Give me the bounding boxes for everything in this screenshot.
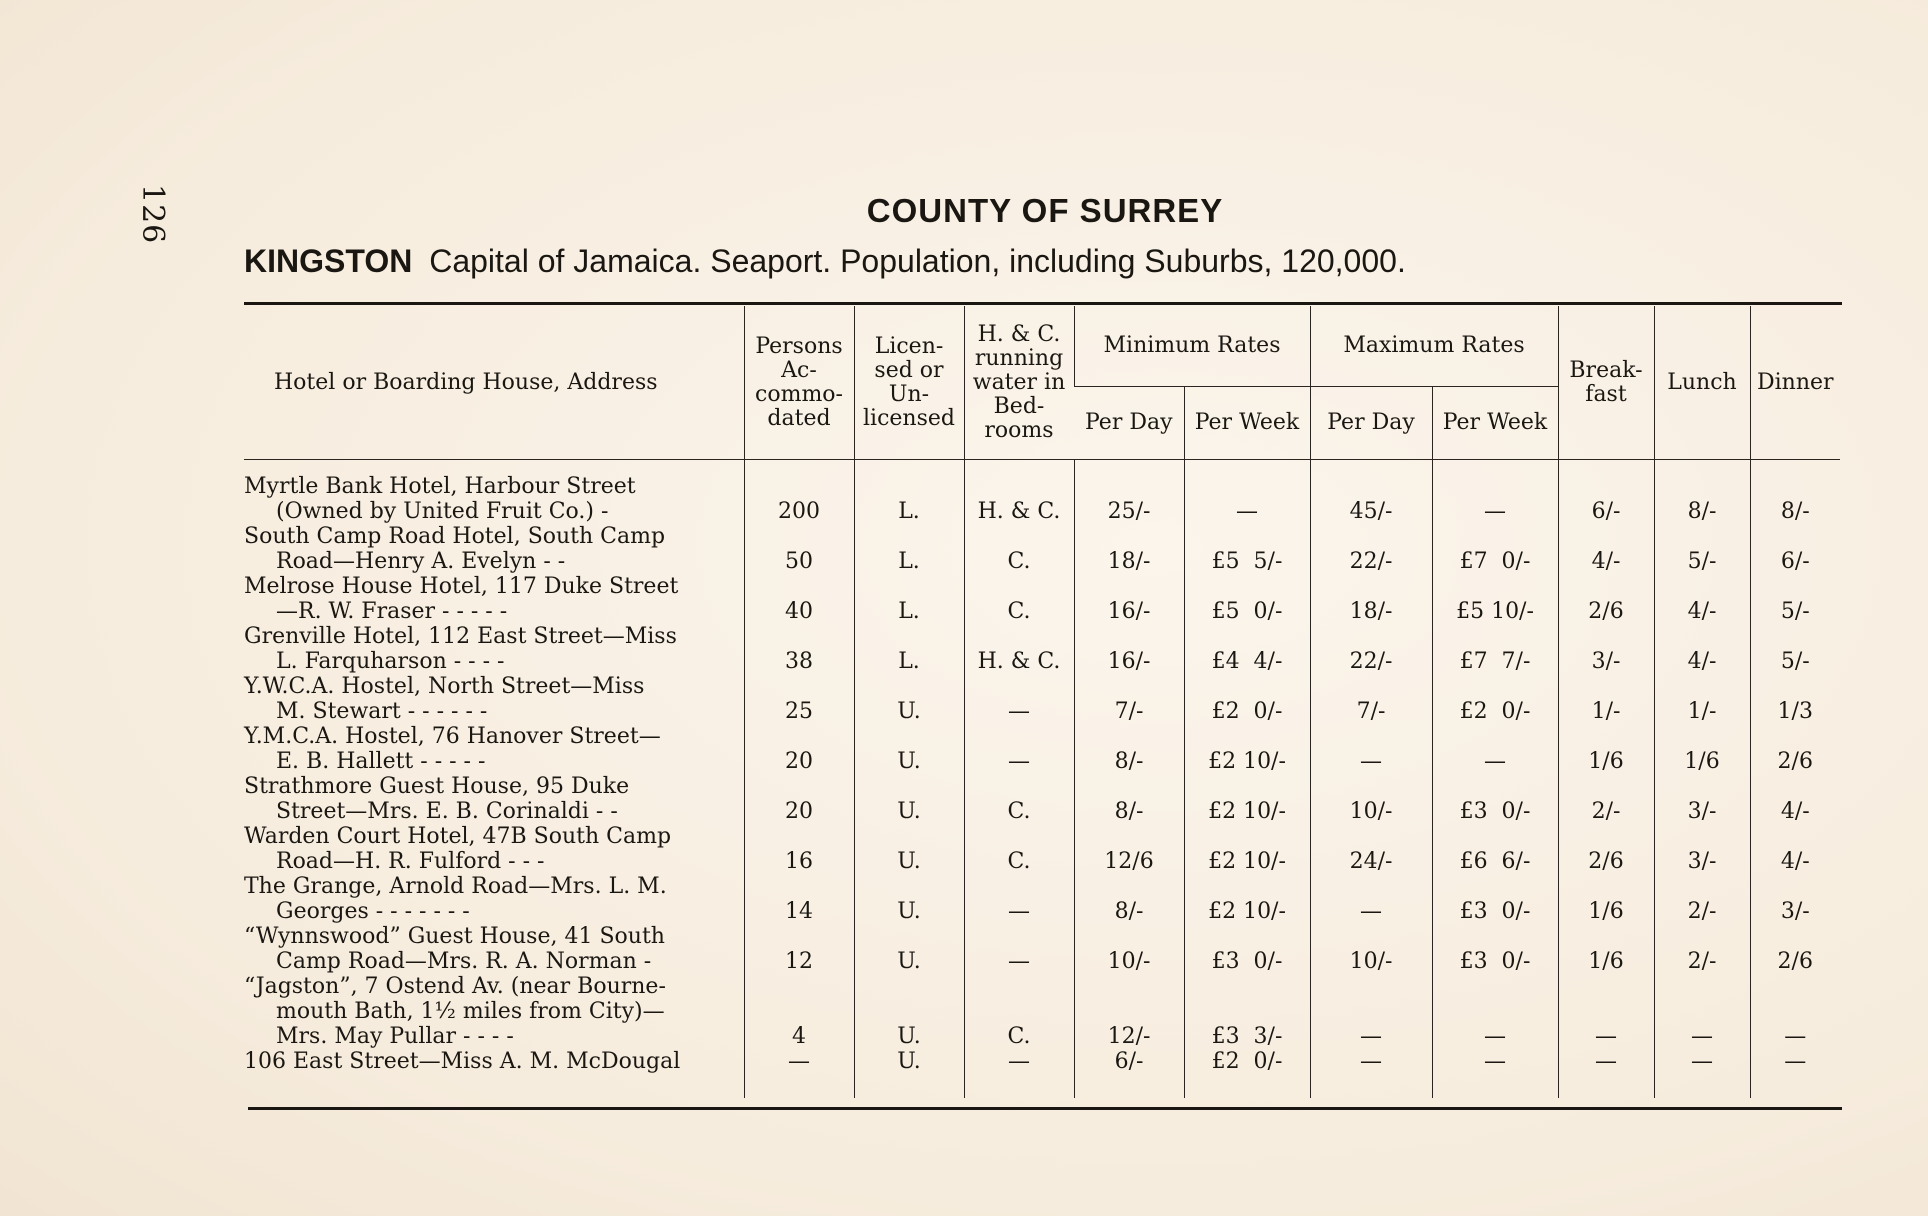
hotel-name-address [244, 524, 744, 574]
header-min-per-week: Per Week [1184, 387, 1310, 460]
hotel-name-line: (Owned by United Fruit Co.) - [276, 499, 609, 524]
cell-lunch: 2/- [1654, 924, 1750, 974]
cell-dinner: 4/- [1750, 824, 1840, 874]
hotel-name-line: Road—H. R. Fulford - - - [276, 849, 545, 874]
cell-min-per-week: £2 0/- [1184, 1049, 1310, 1098]
hotel-name-address [244, 824, 744, 874]
hotel-name-line: 106 East Street—Miss A. M. McDougal [244, 1049, 681, 1074]
hotel-name-line: Myrtle Bank Hotel, Harbour Street [244, 474, 636, 499]
table-row [244, 524, 1840, 574]
cell-licensed: U. [854, 724, 964, 774]
cell-lunch: 1/6 [1654, 724, 1750, 774]
table-row [244, 774, 1840, 824]
cell-max-per-day: 22/- [1310, 524, 1432, 574]
bottom-rule [248, 1107, 1842, 1110]
cell-persons: 50 [744, 524, 854, 574]
cell-lunch: 3/- [1654, 774, 1750, 824]
hotel-name-line: “Jagston”, 7 Ostend Av. (near Bourne- [244, 974, 666, 999]
header-minimum-rates: Minimum Rates [1074, 306, 1310, 387]
cell-max-per-week: £6 6/- [1432, 824, 1558, 874]
header-licensed: Licen- sed or Un- licensed [854, 306, 964, 460]
cell-max-per-week: £3 0/- [1432, 924, 1558, 974]
header-maximum-rates: Maximum Rates [1310, 306, 1558, 387]
cell-max-per-day: 22/- [1310, 624, 1432, 674]
cell-lunch: 4/- [1654, 574, 1750, 624]
header-lunch: Lunch [1654, 306, 1750, 460]
cell-dinner: 5/- [1750, 624, 1840, 674]
cell-dinner: 2/6 [1750, 924, 1840, 974]
table-row [244, 974, 1840, 1049]
cell-dinner: 5/- [1750, 574, 1840, 624]
cell-dinner: 3/- [1750, 874, 1840, 924]
cell-breakfast: — [1558, 1049, 1654, 1098]
cell-lunch: 5/- [1654, 524, 1750, 574]
hotel-name-address [244, 624, 744, 674]
cell-persons: 25 [744, 674, 854, 724]
cell-hot-cold-water: C. [964, 824, 1074, 874]
cell-min-per-day: 16/- [1074, 624, 1184, 674]
table-row [244, 624, 1840, 674]
cell-hot-cold-water: — [964, 924, 1074, 974]
cell-min-per-day: 25/- [1074, 460, 1184, 525]
cell-lunch: — [1654, 1049, 1750, 1098]
cell-breakfast: 2/6 [1558, 574, 1654, 624]
cell-max-per-week: — [1432, 724, 1558, 774]
cell-licensed: U. [854, 824, 964, 874]
table-row [244, 574, 1840, 624]
cell-max-per-week: £2 0/- [1432, 674, 1558, 724]
cell-max-per-day: 7/- [1310, 674, 1432, 724]
hotel-name-line: Melrose House Hotel, 117 Duke Street [244, 574, 679, 599]
cell-max-per-day: — [1310, 724, 1432, 774]
hotel-name-line: M. Stewart - - - - - - [276, 699, 488, 724]
cell-hot-cold-water: — [964, 724, 1074, 774]
cell-max-per-day: 24/- [1310, 824, 1432, 874]
cell-hot-cold-water: C. [964, 524, 1074, 574]
table-row [244, 674, 1840, 724]
hotel-name-line: —R. W. Fraser - - - - - [276, 599, 508, 624]
cell-hot-cold-water: — [964, 874, 1074, 924]
cell-licensed: L. [854, 574, 964, 624]
cell-min-per-week: £2 10/- [1184, 824, 1310, 874]
header-hotel: Hotel or Boarding House, Address [244, 306, 744, 460]
hotel-name-address [244, 460, 744, 525]
cell-dinner: — [1750, 974, 1840, 1049]
cell-min-per-week: £5 5/- [1184, 524, 1310, 574]
table-row [244, 924, 1840, 974]
header-breakfast: Break- fast [1558, 306, 1654, 460]
cell-lunch: 4/- [1654, 624, 1750, 674]
cell-max-per-week: £3 0/- [1432, 874, 1558, 924]
cell-min-per-week: — [1184, 460, 1310, 525]
page-number: 126 [135, 184, 170, 245]
cell-dinner: 6/- [1750, 524, 1840, 574]
table-row [244, 874, 1840, 924]
cell-min-per-week: £2 10/- [1184, 874, 1310, 924]
hotel-name-address [244, 674, 744, 724]
cell-max-per-day: 10/- [1310, 774, 1432, 824]
cell-persons: 20 [744, 774, 854, 824]
hotel-name-line: Georges - - - - - - - [276, 899, 470, 924]
city-heading [244, 243, 1406, 280]
cell-lunch: 1/- [1654, 674, 1750, 724]
header-max-per-day: Per Day [1310, 387, 1432, 460]
header-hot-cold-water: H. & C. running water in Bed- rooms [964, 306, 1074, 460]
cell-licensed: L. [854, 524, 964, 574]
cell-persons: 40 [744, 574, 854, 624]
hotel-name-line: Road—Henry A. Evelyn - - [276, 549, 566, 574]
hotel-name-line: Y.M.C.A. Hostel, 76 Hanover Street— [244, 724, 661, 749]
cell-max-per-week: £7 0/- [1432, 524, 1558, 574]
table-header [244, 306, 1840, 460]
cell-licensed: U. [854, 774, 964, 824]
hotel-name-line: mouth Bath, 1½ miles from City)— [276, 999, 665, 1024]
cell-persons: 16 [744, 824, 854, 874]
city-description: Capital of Jamaica. Seaport. Population, including Suburbs, 120,000. [429, 243, 1406, 279]
cell-min-per-week: £3 3/- [1184, 974, 1310, 1049]
cell-max-per-week: — [1432, 1049, 1558, 1098]
cell-min-per-week: £2 10/- [1184, 774, 1310, 824]
cell-licensed: L. [854, 624, 964, 674]
hotel-name-line: “Wynnswood” Guest House, 41 South [244, 924, 665, 949]
table-row [244, 460, 1840, 525]
cell-min-per-day: 18/- [1074, 524, 1184, 574]
cell-breakfast: 2/6 [1558, 824, 1654, 874]
cell-dinner: — [1750, 1049, 1840, 1098]
cell-breakfast: 2/- [1558, 774, 1654, 824]
cell-persons: 200 [744, 460, 854, 525]
cell-breakfast: 4/- [1558, 524, 1654, 574]
hotel-name-line: Warden Court Hotel, 47B South Camp [244, 824, 672, 849]
cell-min-per-day: 12/- [1074, 974, 1184, 1049]
cell-max-per-day: 10/- [1310, 924, 1432, 974]
hotel-name-line: L. Farquharson - - - - [276, 649, 505, 674]
cell-min-per-day: 12/6 [1074, 824, 1184, 874]
cell-breakfast: 1/6 [1558, 924, 1654, 974]
cell-breakfast: — [1558, 974, 1654, 1049]
cell-hot-cold-water: — [964, 1049, 1074, 1098]
county-title: COUNTY OF SURREY [866, 192, 1224, 229]
hotel-name-line: Camp Road—Mrs. R. A. Norman - [276, 949, 652, 974]
cell-breakfast: 1/6 [1558, 724, 1654, 774]
hotel-name-line: Grenville Hotel, 112 East Street—Miss [244, 624, 677, 649]
cell-lunch: 2/- [1654, 874, 1750, 924]
cell-hot-cold-water: C. [964, 974, 1074, 1049]
cell-licensed: U. [854, 924, 964, 974]
cell-dinner: 8/- [1750, 460, 1840, 525]
cell-persons: 20 [744, 724, 854, 774]
cell-hot-cold-water: — [964, 674, 1074, 724]
header-max-per-week: Per Week [1432, 387, 1558, 460]
cell-min-per-week: £5 0/- [1184, 574, 1310, 624]
cell-persons: 12 [744, 924, 854, 974]
cell-min-per-day: 8/- [1074, 724, 1184, 774]
hotel-name-address [244, 974, 744, 1049]
table-row [244, 724, 1840, 774]
cell-min-per-week: £4 4/- [1184, 624, 1310, 674]
cell-min-per-day: 16/- [1074, 574, 1184, 624]
cell-breakfast: 6/- [1558, 460, 1654, 525]
hotel-name-line: Y.W.C.A. Hostel, North Street—Miss [244, 674, 645, 699]
cell-licensed: U. [854, 674, 964, 724]
hotel-name-address [244, 924, 744, 974]
hotel-name-address [244, 774, 744, 824]
cell-max-per-week: — [1432, 460, 1558, 525]
cell-dinner: 1/3 [1750, 674, 1840, 724]
cell-hot-cold-water: C. [964, 774, 1074, 824]
cell-dinner: 2/6 [1750, 724, 1840, 774]
table-row [244, 824, 1840, 874]
cell-persons: 38 [744, 624, 854, 674]
hotel-name-line: South Camp Road Hotel, South Camp [244, 524, 666, 549]
cell-max-per-day: 45/- [1310, 460, 1432, 525]
table-row [244, 1049, 1840, 1098]
cell-max-per-week: £7 7/- [1432, 624, 1558, 674]
table-body [244, 460, 1840, 1099]
top-rule [244, 302, 1842, 305]
cell-max-per-week: £5 10/- [1432, 574, 1558, 624]
cell-min-per-day: 7/- [1074, 674, 1184, 724]
city-name: KINGSTON [244, 243, 413, 279]
cell-max-per-week: £3 0/- [1432, 774, 1558, 824]
cell-max-per-day: — [1310, 1049, 1432, 1098]
cell-lunch: — [1654, 974, 1750, 1049]
cell-licensed: U. [854, 874, 964, 924]
cell-licensed: L. [854, 460, 964, 525]
cell-lunch: 3/- [1654, 824, 1750, 874]
hotel-name-line: Strathmore Guest House, 95 Duke [244, 774, 630, 799]
hotel-name-line: Street—Mrs. E. B. Corinaldi - - [276, 799, 618, 824]
hotel-rates-table [244, 306, 1840, 1098]
cell-hot-cold-water: C. [964, 574, 1074, 624]
cell-min-per-week: £2 0/- [1184, 674, 1310, 724]
cell-max-per-day: 18/- [1310, 574, 1432, 624]
cell-lunch: 8/- [1654, 460, 1750, 525]
cell-min-per-week: £3 0/- [1184, 924, 1310, 974]
cell-breakfast: 1/6 [1558, 874, 1654, 924]
cell-max-per-day: — [1310, 874, 1432, 924]
cell-hot-cold-water: H. & C. [964, 460, 1074, 525]
hotel-name-address [244, 724, 744, 774]
cell-breakfast: 3/- [1558, 624, 1654, 674]
header-dinner: Dinner [1750, 306, 1840, 460]
hotel-name-line: Mrs. May Pullar - - - - [276, 1024, 514, 1049]
cell-persons: — [744, 1049, 854, 1098]
cell-licensed: U. [854, 1049, 964, 1098]
cell-max-per-day: — [1310, 974, 1432, 1049]
header-persons: Persons Ac- commo- dated [744, 306, 854, 460]
cell-min-per-day: 6/- [1074, 1049, 1184, 1098]
cell-hot-cold-water: H. & C. [964, 624, 1074, 674]
cell-breakfast: 1/- [1558, 674, 1654, 724]
cell-dinner: 4/- [1750, 774, 1840, 824]
cell-min-per-day: 8/- [1074, 874, 1184, 924]
hotel-name-line: The Grange, Arnold Road—Mrs. L. M. [244, 874, 667, 899]
cell-min-per-week: £2 10/- [1184, 724, 1310, 774]
cell-min-per-day: 8/- [1074, 774, 1184, 824]
cell-licensed: U. [854, 974, 964, 1049]
hotel-name-address [244, 874, 744, 924]
cell-persons: 14 [744, 874, 854, 924]
cell-max-per-week: — [1432, 974, 1558, 1049]
cell-persons: 4 [744, 974, 854, 1049]
hotel-name-line: E. B. Hallett - - - - - [276, 749, 486, 774]
hotel-name-address [244, 574, 744, 624]
hotel-name-address [244, 1049, 744, 1098]
header-min-per-day: Per Day [1074, 387, 1184, 460]
cell-min-per-day: 10/- [1074, 924, 1184, 974]
